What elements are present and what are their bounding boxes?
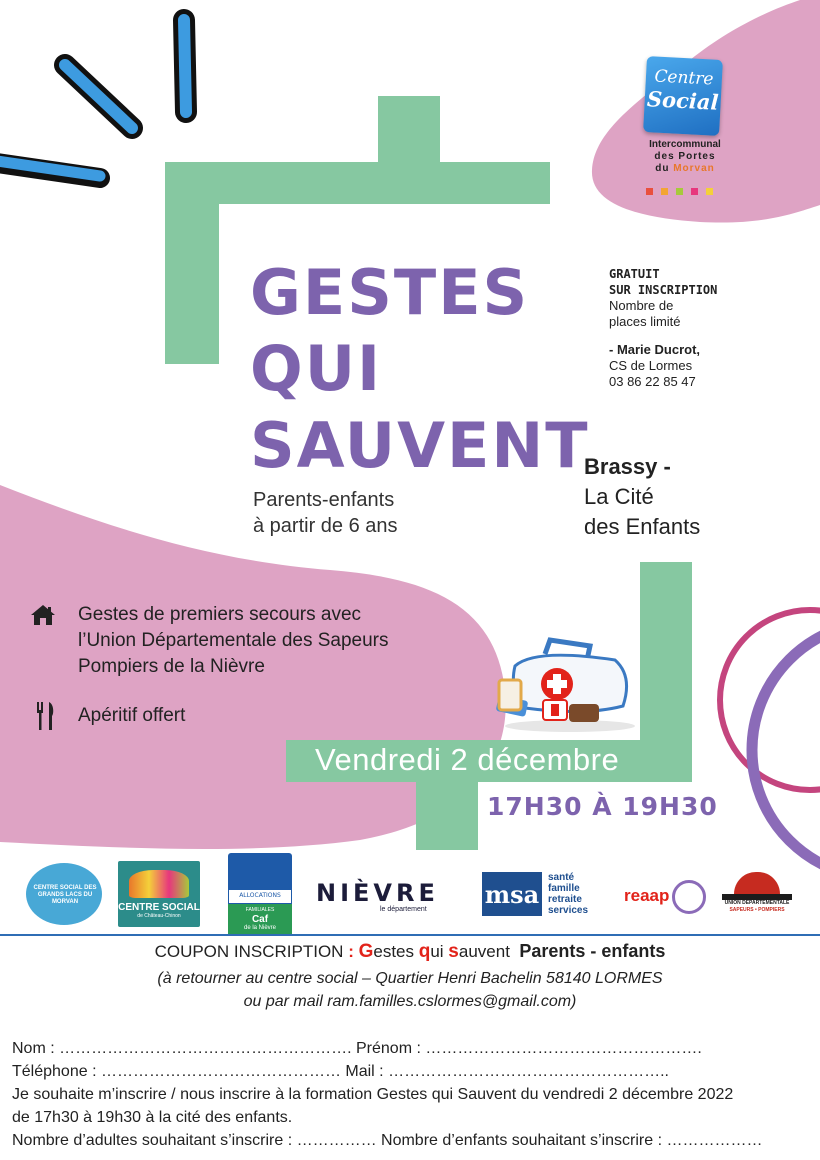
partner-logo-msa: msa (482, 872, 542, 916)
event-time: 17H30 À 19H30 (487, 792, 718, 821)
org-name-line2: des Portes (654, 151, 716, 162)
partner-logo-caf: ALLOCATIONS FAMILIALES Caf de la Nièvre (228, 853, 292, 929)
location: Brassy - La Cité des Enfants (584, 454, 701, 539)
contact-phone: 03 86 22 85 47 (609, 374, 696, 389)
title-line2: QUI (250, 332, 383, 405)
partner-logo-nievre: NIÈVRE (316, 879, 439, 907)
green-bar-tab (378, 96, 440, 166)
audience: Parents-enfants à partir de 6 ans (253, 489, 398, 537)
partner-msa-text: santé famille retraite services (548, 872, 589, 916)
event-date: Vendredi 2 décembre (315, 742, 620, 777)
coupon-form (12, 1037, 763, 1152)
partner-logo-udsp: UNION DÉPARTEMENTALE SAPEURS • POMPIERS (722, 872, 792, 922)
contact-org: CS de Lormes (609, 358, 693, 373)
house-icon (30, 604, 56, 626)
coupon-return-info: (à retourner au centre social – Quartier Henri Bachelin 58140 LORMES ou par mail ram.familles.cslormes@gmail.com) (157, 970, 663, 1010)
decor-circle-pink (720, 610, 820, 790)
org-logo (640, 58, 730, 198)
contact-name: - Marie Ducrot, (609, 342, 701, 357)
form-row-count[interactable]: Nombre d’adultes souhaitant s’inscrire : …………… Nombre d’enfants souhaitant s’inscrire : ……………… (12, 1132, 763, 1149)
partner-logo-centre-social: CENTRE SOCIAL de Château-Chinon (118, 861, 200, 927)
centre-social-logo: Centre Social (643, 56, 723, 136)
green-bar-left (165, 162, 219, 364)
title-line1: GESTES (250, 256, 530, 329)
coupon-heading: COUPON INSCRIPTION : Gestes qui sauvent Parents - enfants (154, 941, 666, 962)
form-row-name[interactable]: Nom : ………………………………………………. Prénom : ……………………………………………. (12, 1040, 702, 1057)
form-row-statement-2: de 17h30 à 19h30 à la cité des enfants. (12, 1109, 293, 1126)
title-line3: SAUVENT (250, 409, 590, 482)
activity-aperitif: Apéritif offert (78, 705, 186, 726)
org-name-line3: du Morvan (655, 163, 715, 174)
activity-first-aid: Gestes de premiers secours avec l’Union Départementale des Sapeurs Pompiers de la Nièvre (78, 604, 389, 677)
org-color-dots (646, 180, 721, 199)
registration-info: GRATUIT SUR INSCRIPTION Nombre de places limité - Marie Ducrot, CS de Lormes 03 86 22 85 47 (609, 267, 718, 389)
cutlery-icon (36, 702, 56, 730)
decor-circle-purple (752, 622, 820, 878)
partner-logo-reaap: reaap (624, 880, 706, 914)
first-aid-kit-icon (495, 636, 645, 734)
form-row-contact[interactable]: Téléphone : ……………………………………… Mail : …………………………………………….. (12, 1063, 669, 1080)
decor-sticks (0, 20, 186, 178)
green-bar-right (640, 562, 692, 762)
form-row-statement: Je souhaite m’inscrire / nous inscrire à la formation Gestes qui Sauvent du vendredi 2 décembre 2022 (12, 1086, 734, 1103)
coupon-divider (0, 934, 820, 936)
green-bar-top (165, 162, 550, 204)
partner-logo-grands-lacs: CENTRE SOCIAL DES GRANDS LACS DU MORVAN (22, 855, 108, 927)
org-name-line1: Intercommunal (649, 139, 721, 150)
